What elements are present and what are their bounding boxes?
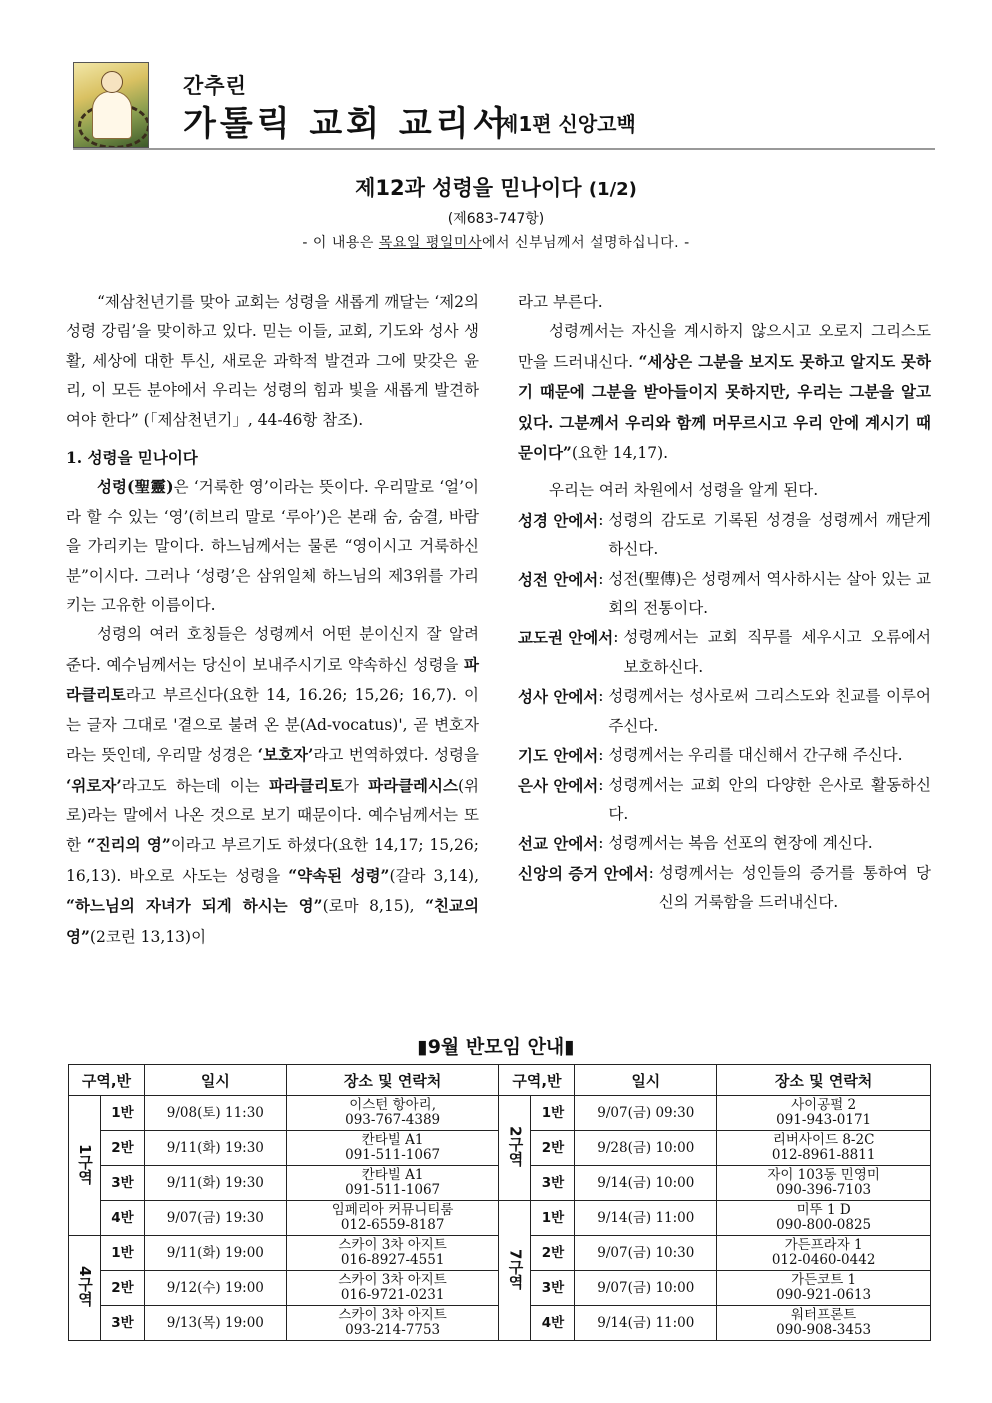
- right-column: [518, 288, 931, 918]
- ban-cell: 3반: [531, 1166, 575, 1201]
- bold-run: “친교의 영”: [66, 896, 479, 946]
- place-cell: [286, 1131, 499, 1166]
- place-name: 칸타빌 A1: [361, 1167, 424, 1183]
- header-main-title: 가톨릭 교회 교리서: [183, 104, 510, 144]
- header-subtitle: 간추린: [183, 74, 247, 98]
- bold-quote: “세상은 그분을 보지도 못하고 알지도 못하기 때문에 그분을 받아들이지 못하지만, 우리는 그분을 알고 있다. 그분께서 우리와 함께 머무르시고 우리 안에 계시기 때문이다”: [518, 351, 931, 463]
- district-label: 7구역: [506, 1248, 525, 1290]
- logo-figure-head: [101, 71, 123, 93]
- ban-cell: 1반: [531, 1096, 575, 1131]
- note-suffix: 에서 신부님께서 설명하십니다. -: [481, 235, 690, 251]
- district-label: 2구역: [506, 1126, 525, 1167]
- ban-cell: 4반: [100, 1201, 144, 1236]
- ban-cell: 2반: [100, 1271, 144, 1306]
- section-heading: 1. 성령을 믿나이다: [66, 448, 198, 468]
- ban-cell: 1반: [531, 1201, 575, 1236]
- place-phone: 012-6559-8187: [340, 1217, 445, 1233]
- place-item: 교도권 안에서 : 성령께서는 교회 직무를 세우시고 오류에서 보호하신다.: [518, 623, 931, 682]
- holy-spirit-definition: [66, 472, 479, 620]
- district-cell: [69, 1096, 101, 1236]
- district-cell: [69, 1236, 101, 1341]
- place-name: 스카이 3차 아지트: [338, 1237, 447, 1253]
- place-name: 사이공펄 2: [791, 1097, 857, 1113]
- ban-cell: 3반: [100, 1306, 144, 1341]
- place-cell: [717, 1131, 931, 1166]
- lesson-part: (1/2): [588, 179, 637, 200]
- ban-cell: 4반: [531, 1306, 575, 1341]
- text-run: (갈라 3,14),: [389, 866, 480, 885]
- place-phone: 093-214-7753: [345, 1322, 441, 1338]
- text-run: 성령께서는 자신을 계시하지 않으시고 오로지 그리스도만을 드러내신다.: [518, 322, 931, 371]
- bold-run: “약속된 성령”: [288, 865, 390, 885]
- place-text: 성령께서는 우리를 대신해서 간구해 주신다.: [608, 746, 903, 765]
- bold-run: 파라클리토: [66, 654, 479, 705]
- place-phone: 012-8961-8811: [771, 1147, 876, 1163]
- bold-run: “하느님의 자녀가 되게 하시는 영”: [66, 896, 323, 916]
- ban-cell: 3반: [531, 1271, 575, 1306]
- district-label: 1구역: [75, 1143, 94, 1185]
- header-cell: 구역,반: [499, 1065, 575, 1096]
- table-row: [69, 1201, 931, 1236]
- place-cell: [717, 1096, 931, 1131]
- ban-cell: 2반: [531, 1236, 575, 1271]
- place-item: 성사 안에서 : 성령께서는 성사로써 그리스도와 친교를 이루어 주신다.: [518, 682, 931, 741]
- table-header-row: [69, 1065, 931, 1096]
- document-header: [73, 62, 935, 148]
- place-cell: [286, 1306, 499, 1341]
- header-cell: 구역,반: [69, 1065, 145, 1096]
- date-cell: 9/14(금) 11:00: [575, 1306, 717, 1341]
- text-run: 라고도 하는데 이는: [121, 776, 270, 795]
- place-label: 선교 안에서: [518, 834, 599, 854]
- place-phone: 016-9721-0231: [340, 1287, 445, 1303]
- date-cell: 9/13(목) 19:00: [144, 1306, 286, 1341]
- dimensions-intro: 우리는 여러 차원에서 성령을 알게 된다.: [549, 481, 819, 500]
- header-cell: 장소 및 연락처: [717, 1065, 931, 1096]
- logo-figure-robe: [92, 91, 132, 139]
- header-cell: 일시: [144, 1065, 286, 1096]
- revelation-paragraph: [518, 317, 931, 468]
- date-cell: 9/07(금) 19:30: [144, 1201, 286, 1236]
- date-cell: 9/11(화) 19:30: [144, 1131, 286, 1166]
- continued-text: 라고 부른다.: [518, 293, 603, 311]
- place-item: 신앙의 증거 안에서 : 성령께서는 성인들의 증거를 통하여 당신의 거룩함을 드러내신다.: [518, 859, 931, 918]
- place-name: 스카이 3차 아지트: [338, 1272, 447, 1288]
- place-label: 교도권 안에서: [518, 628, 614, 648]
- place-name: 이스턴 항아리,: [349, 1097, 437, 1113]
- place-label: 성사 안에서: [518, 687, 599, 707]
- place-phone: 090-800-0825: [776, 1217, 872, 1233]
- place-name: 자이 103동 민영미: [767, 1167, 880, 1183]
- text-run: (2코린 13,13)이: [89, 927, 207, 946]
- note-underlined: 목요일 평일미사: [378, 235, 482, 251]
- place-phone: 090-908-3453: [776, 1322, 872, 1338]
- text-run: (요한 14,17).: [571, 444, 669, 463]
- term-bold: 성령(聖靈): [97, 477, 174, 497]
- place-label: 성경 안에서: [518, 510, 599, 530]
- place-label: 기도 안에서: [518, 746, 599, 766]
- place-phone: 090-921-0613: [776, 1287, 872, 1303]
- place-text: 성령께서는 복음 선포의 현장에 계신다.: [608, 834, 873, 853]
- meeting-title: ▮9월 반모임 안내▮: [417, 1036, 575, 1058]
- place-name: 가든프라자 1: [784, 1237, 863, 1253]
- place-phone: 091-943-0171: [776, 1112, 872, 1128]
- lesson-title-text: 제12과 성령을 믿나이다: [355, 176, 582, 200]
- place-cell: [717, 1271, 931, 1306]
- intro-paragraph: “제삼천년기를 맞아 교회는 성령을 새롭게 깨달는 ‘제2의 성령 강림’을 맞이하고 있다. 믿는 이들, 교회, 기도와 성사 생활, 세상에 대한 투신, 새로운 과학적 발견과 그에 맞갖은 윤리, 이 모든 분야에서 우리는 성령의 힘과 빛을 새롭게 발견하여야 한다” (「제삼천년기」, 44-46항 참조).: [66, 293, 479, 429]
- date-cell: 9/07(금) 10:30: [575, 1236, 717, 1271]
- place-item: 성경 안에서 : 성령의 감도로 기록된 성경을 성령께서 깨닫게 하신다.: [518, 506, 931, 565]
- titles-paragraph: [66, 620, 479, 951]
- catechism-logo-image: [73, 62, 149, 148]
- place-name: 워터프론트: [791, 1307, 857, 1323]
- header-divider: [73, 148, 935, 150]
- place-phone: 090-396-7103: [776, 1182, 872, 1198]
- place-phone: 016-8927-4551: [340, 1252, 445, 1268]
- place-name: 리버사이드 8-2C: [772, 1132, 875, 1148]
- text-run: 라고 번역하였다. 성령을: [313, 746, 479, 765]
- place-phone: 091-511-1067: [345, 1182, 441, 1198]
- place-item: 기도 안에서 : 성령께서는 우리를 대신해서 간구해 주신다.: [518, 741, 931, 770]
- lesson-note: [0, 232, 992, 252]
- place-cell: [286, 1201, 499, 1236]
- date-cell: 9/14(금) 11:00: [575, 1201, 717, 1236]
- meeting-table: [68, 1064, 931, 1341]
- place-cell: [286, 1236, 499, 1271]
- bold-run: 파라클레시스: [368, 775, 458, 795]
- date-cell: 9/14(금) 10:00: [575, 1166, 717, 1201]
- district-cell: [499, 1201, 531, 1341]
- date-cell: 9/07(금) 09:30: [575, 1096, 717, 1131]
- header-cell: 일시: [575, 1065, 717, 1096]
- place-phone: 093-767-4389: [345, 1112, 441, 1128]
- place-phone: 012-0460-0442: [771, 1252, 876, 1268]
- district-label: 4구역: [75, 1266, 94, 1307]
- bold-run: 파라클리토: [269, 775, 344, 795]
- text-run: 이라고 부르기도 하셨다(요한 14,17; 15,26; 16,13). 바오로 사도는 성령을: [66, 836, 479, 885]
- ban-cell: 3반: [100, 1166, 144, 1201]
- place-text: 성전(聖傳)은 성령께서 역사하시는 살아 있는 교회의 전통이다.: [608, 569, 931, 618]
- place-text: 성령께서는 교회 직무를 세우시고 오류에서 보호하신다.: [623, 628, 931, 676]
- place-name: 칸타빌 A1: [361, 1132, 424, 1148]
- place-text: 성령의 감도로 기록된 성경을 성령께서 깨닫게 하신다.: [608, 510, 931, 559]
- lesson-title: [0, 172, 992, 202]
- ban-cell: 2반: [531, 1131, 575, 1166]
- place-text: 성령께서는 성사로써 그리스도와 친교를 이루어 주신다.: [608, 687, 931, 735]
- places-list: [518, 506, 931, 918]
- date-cell: 9/11(화) 19:30: [144, 1166, 286, 1201]
- text-run: (위로)라는 말에서 나온 것으로 보기 때문이다. 예수님께서는 또한: [66, 776, 479, 855]
- text-run: 라고 부르신다(요한 14, 16.26; 15,26; 16,7). 이는 글자 그대로 '곁으로 불려 온 분(Ad-vocatus)', 곧 변호자라는 뜻인데, 우리말 성경은: [66, 686, 479, 765]
- place-cell: [717, 1166, 931, 1201]
- ban-cell: 2반: [100, 1131, 144, 1166]
- lesson-range: (제683-747항): [447, 211, 545, 227]
- place-name: 임페리아 커뮤니티룸: [331, 1202, 454, 1218]
- place-cell: [286, 1271, 499, 1306]
- ban-cell: 1반: [100, 1236, 144, 1271]
- text-run: 가: [343, 776, 369, 795]
- bold-run: ‘보호자’: [257, 745, 314, 765]
- place-cell: [717, 1306, 931, 1341]
- place-phone: 091-511-1067: [345, 1147, 441, 1163]
- place-name: 스카이 3차 아지트: [338, 1307, 447, 1323]
- district-cell: [499, 1096, 531, 1201]
- place-item: 선교 안에서 : 성령께서는 복음 선포의 현장에 계신다.: [518, 829, 931, 858]
- place-label: 신앙의 증거 안에서: [518, 863, 649, 883]
- place-label: 성전 안에서: [518, 569, 599, 589]
- place-item: 은사 안에서 : 성령께서는 교회 안의 다양한 은사로 활동하신다.: [518, 771, 931, 830]
- note-prefix: - 이 내용은: [302, 235, 379, 251]
- place-text: 성령께서는 교회 안의 다양한 은사로 활동하신다.: [608, 775, 931, 823]
- left-column: [66, 288, 479, 952]
- place-text: 성령께서는 성인들의 증거를 통하여 당신의 거룩함을 드러내신다.: [658, 863, 931, 912]
- bold-run: ‘위로자’: [66, 775, 122, 795]
- place-cell: [286, 1096, 499, 1131]
- place-cell: [717, 1201, 931, 1236]
- text-run: 성령의 여러 호칭들은 성령께서 어떤 분이신지 잘 알려 준다. 예수님께서는 당신이 보내주시기로 약속하신 성령을: [66, 625, 479, 674]
- ban-cell: 1반: [100, 1096, 144, 1131]
- date-cell: 9/11(화) 19:00: [144, 1236, 286, 1271]
- table-row: [69, 1096, 931, 1131]
- text-run: (로마 8,15),: [322, 897, 426, 916]
- place-cell: [286, 1166, 499, 1201]
- date-cell: 9/07(금) 10:00: [575, 1271, 717, 1306]
- place-cell: [717, 1236, 931, 1271]
- header-cell: 장소 및 연락처: [286, 1065, 499, 1096]
- date-cell: 9/12(수) 19:00: [144, 1271, 286, 1306]
- date-cell: 9/08(토) 11:30: [144, 1096, 286, 1131]
- header-part-title: 제1편 신앙고백: [499, 112, 636, 136]
- bold-run: “진리의 영”: [86, 835, 171, 855]
- place-name: 미뚜 1 D: [796, 1202, 851, 1218]
- date-cell: 9/28(금) 10:00: [575, 1131, 717, 1166]
- place-name: 가든코트 1: [791, 1272, 857, 1288]
- place-item: 성전 안에서 : 성전(聖傳)은 성령께서 역사하시는 살아 있는 교회의 전통이다.: [518, 565, 931, 624]
- definition-text: 은 ‘거룩한 영’이라는 뜻이다. 우리말로 ‘얼’이라 할 수 있는 ‘영’(히브리 말로 ‘루아’)은 본래 숨, 숨결, 바람을 가리키는 말이다. 하느님께서는 물론 “영이시고 거룩하신 분”이시다. 그러나 ‘성령’은 삼위일체 하느님의 제3위를 가리키는 고유한 이름이다.: [66, 478, 479, 615]
- place-label: 은사 안에서: [518, 775, 599, 795]
